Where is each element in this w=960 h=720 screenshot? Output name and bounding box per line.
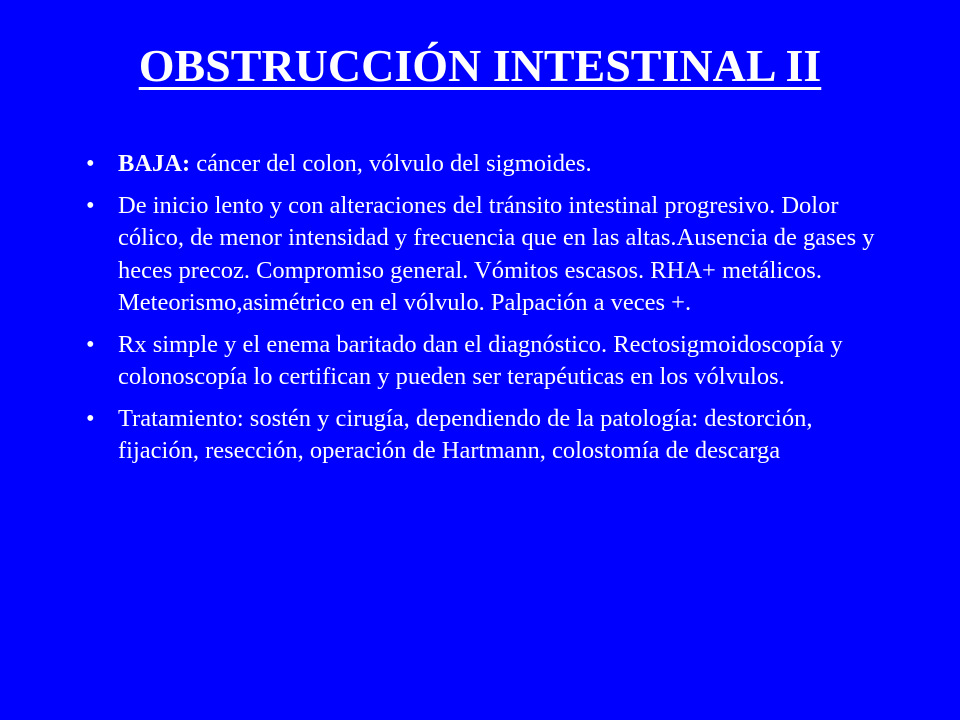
bullet-item-3 xyxy=(78,329,898,394)
bullet-item-2 xyxy=(78,190,898,320)
bullet-item-4 xyxy=(78,403,898,468)
bullet-text: Rx simple y el enema baritado dan el diagnóstico. Rectosigmoidoscopía y colonoscopía lo certifican y pueden ser terapéuticas en los vólvulos. xyxy=(118,330,843,390)
bullet-text: Tratamiento: sostén y cirugía, dependiendo de la patología: destorción, fijación, resección, operación de Hartmann, colostomía de descarga xyxy=(118,404,813,464)
bullet-dot-icon: • xyxy=(86,191,95,219)
bullet-dot-icon: • xyxy=(86,330,95,358)
bullet-list xyxy=(78,148,898,477)
bullet-dot-icon: • xyxy=(86,150,95,177)
bullet-dot-icon: • xyxy=(86,404,95,432)
bullet-item-1 xyxy=(78,148,898,181)
bullet-lead: BAJA: xyxy=(118,150,191,177)
bullet-text: De inicio lento y con alteraciones del tránsito intestinal progresivo. Dolor cólico, de menor intensidad y frecuencia que en las altas.Ausencia de gases y heces precoz. Compromiso general. Vómitos escasos. RHA+ metálicos. Meteorismo,asimétrico en el vólvulo. Palpación a veces +. xyxy=(118,191,875,316)
slide-title: OBSTRUCCIÓN INTESTINAL II xyxy=(138,40,822,91)
bullet-text: cáncer del colon, vólvulo del sigmoides. xyxy=(190,150,592,177)
